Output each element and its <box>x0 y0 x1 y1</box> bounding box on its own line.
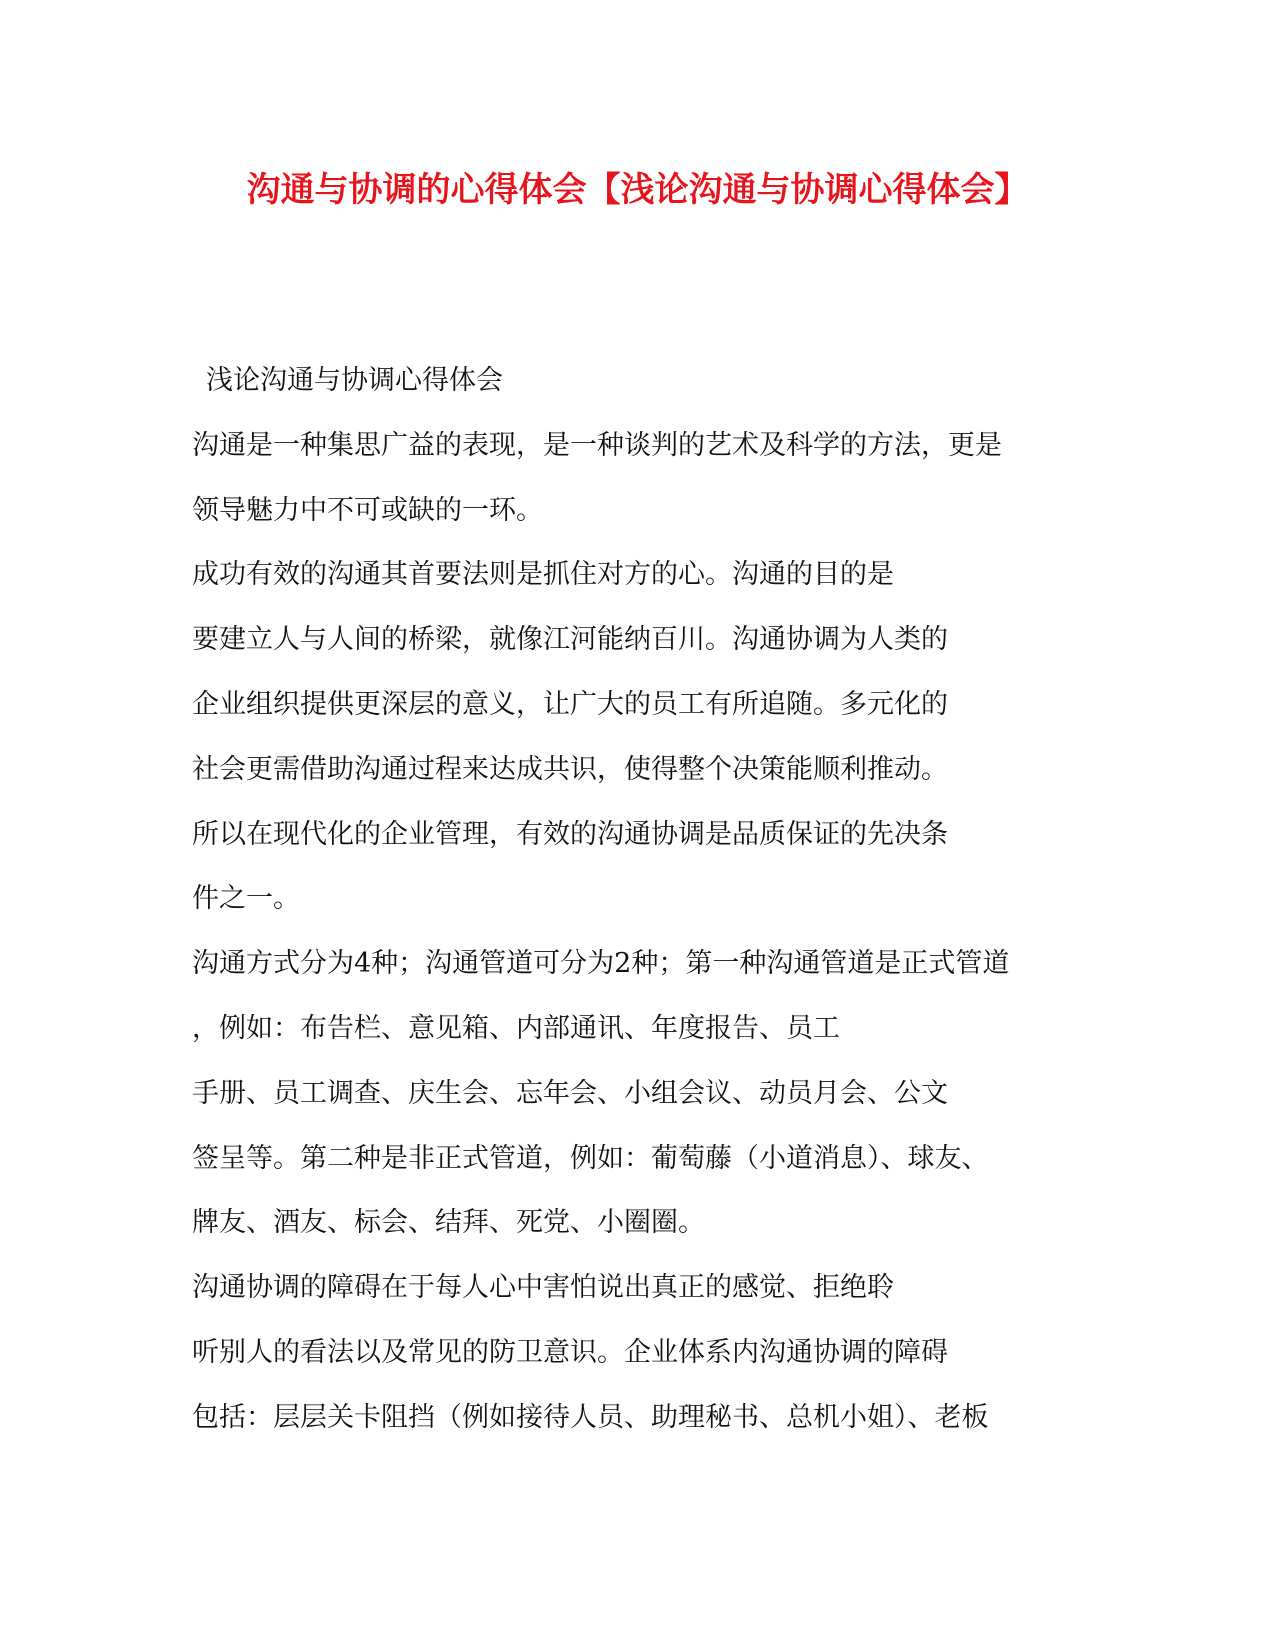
body-line: 沟通是一种集思广益的表现，是一种谈判的艺术及科学的方法，更是 <box>192 429 1002 461</box>
body-line: 签呈等。第二种是非正式管道，例如：葡萄藤（小道消息）、球友、 <box>192 1142 989 1174</box>
body-line: 企业组织提供更深层的意义，让广大的员工有所追随。多元化的 <box>192 688 948 720</box>
document-title: 沟通与协调的心得体会【浅论沟通与协调心得体会】 <box>246 170 1029 210</box>
document-body <box>192 349 1092 1451</box>
body-line: 所以在现代化的企业管理，有效的沟通协调是品质保证的先决条 <box>192 818 948 850</box>
body-line: 牌友、酒友、标会、结拜、死党、小圈圈。 <box>192 1207 705 1239</box>
body-line: 沟通方式分为4种；沟通管道可分为2种；第一种沟通管道是正式管道 <box>192 948 1010 980</box>
body-line: 听别人的看法以及常见的防卫意识。企业体系内沟通协调的障碍 <box>192 1336 948 1368</box>
body-line: 沟通协调的障碍在于每人心中害怕说出真正的感觉、拒绝聆 <box>192 1272 894 1304</box>
body-line: 社会更需借助沟通过程来达成共识，使得整个决策能顺利推动。 <box>192 753 948 785</box>
body-line: 件之一。 <box>192 883 300 915</box>
body-line: 手册、员工调查、庆生会、忘年会、小组会议、动员月会、公文 <box>192 1077 948 1109</box>
document-subtitle: 浅论沟通与协调心得体会 <box>206 365 503 396</box>
body-line: 领导魅力中不可或缺的一环。 <box>192 494 543 526</box>
body-line: ，例如：布告栏、意见箱、内部通讯、年度报告、员工 <box>192 1012 840 1044</box>
body-line: 成功有效的沟通其首要法则是抓住对方的心。沟通的目的是 <box>192 559 894 591</box>
body-line: 要建立人与人间的桥梁，就像江河能纳百川。沟通协调为人类的 <box>192 624 948 656</box>
body-line: 包括：层层关卡阻挡（例如接待人员、助理秘书、总机小姐）、老板 <box>192 1401 989 1433</box>
